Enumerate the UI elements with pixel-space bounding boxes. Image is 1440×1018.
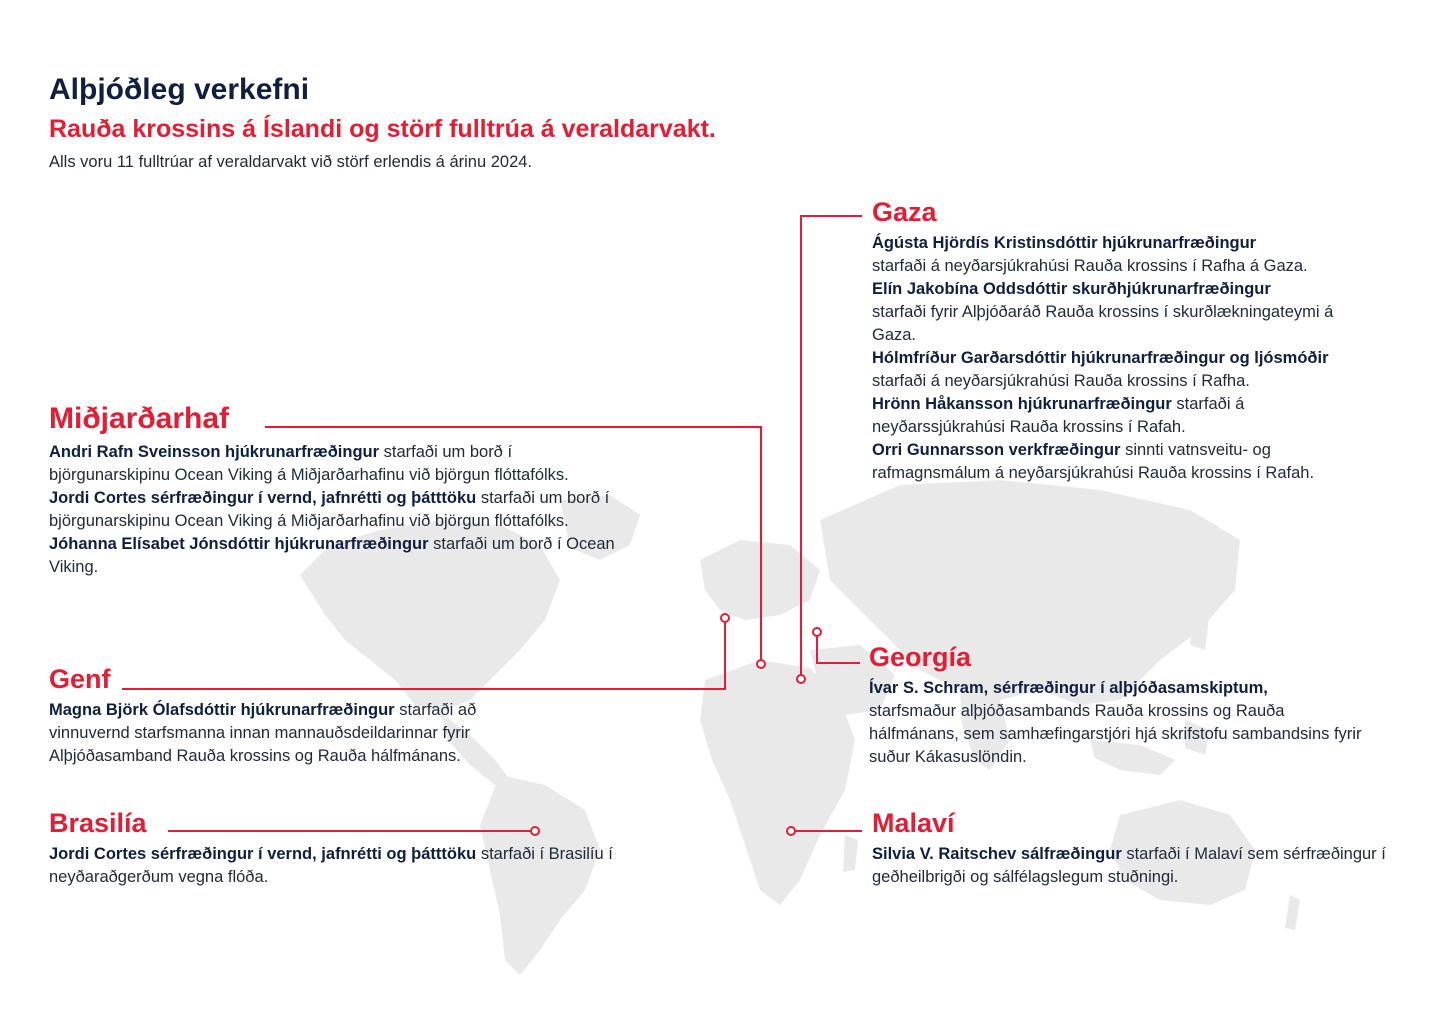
person-role: starfaði fyrir Alþjóðaráð Rauða krossins í skurðlækningateymi á Gaza. [872,303,1334,344]
person-name: Ívar S. Schram, sérfræðingur í alþjóðasamskiptum, [869,679,1268,697]
connector-gaza [801,216,862,679]
person-role: starfaði í Malaví sem sérfræðingur í geðheilbrigði og sálfélagslegum stuðningi. [872,845,1386,886]
list-item [49,533,634,579]
region-midjardarhaf [49,400,634,579]
person-role: starfsmaður alþjóðasambands Rauða krossins og Rauða hálfmánans, sem samhæfingarstjóri hjá skrifstofu sambandsins fyrir suður Kákasuslöndin. [869,702,1362,766]
person-name: Silvia V. Raitschev sálfræðingur [872,845,1122,863]
marker-gaza [797,675,805,683]
person-role: starfaði um borð í björgunarskipinu Ocean Viking á Miðjarðarhafinu við björgun flóttafólks. [49,489,610,530]
person-name: Hrönn Håkansson hjúkrunarfræðingur [872,395,1172,413]
page-title: Alþjóðleg verkefni [49,73,310,106]
region-georgia [869,640,1369,769]
region-title: Gaza [872,197,937,227]
list-item [872,439,1372,485]
list-item [49,843,634,889]
person-name: Orri Gunnarsson verkfræðingur [872,441,1121,459]
marker-malavi [787,827,795,835]
marker-genf [721,614,729,622]
region-title: Miðjarðarhaf [49,402,230,435]
region-genf [49,662,559,768]
page-intro: Alls voru 11 fulltrúar af veraldarvakt við störf erlendis á árinu 2024. [49,153,533,171]
person-name: Andri Rafn Sveinsson hjúkrunarfræðingur [49,443,380,461]
region-title: Genf [49,664,111,694]
marker-midjardarhaf [757,660,765,668]
list-item [49,441,634,487]
person-name: Hólmfríður Garðarsdóttir hjúkrunarfræðingur og ljósmóðir [872,349,1329,367]
person-role: starfaði í Brasilíu í neyðaraðgerðum vegna flóða. [49,845,613,886]
region-title: Malaví [872,808,955,838]
person-name: Jóhanna Elísabet Jónsdóttir hjúkrunarfræðingur [49,535,429,553]
list-item [872,393,1372,439]
region-gaza [872,195,1372,485]
region-title: Brasilía [49,808,147,838]
person-role: starfaði á neyðarsjúkrahúsi Rauða krossins í Rafha. [872,372,1250,390]
region-brasilia [49,806,634,889]
person-name: Elín Jakobína Oddsdóttir skurðhjúkrunarfræðingur [872,280,1271,298]
page-subtitle: Rauða krossins á Íslandi og störf fulltrúa á veraldarvakt. [49,115,716,143]
person-role: starfaði um borð í Ocean Viking. [49,535,615,576]
list-item [872,278,1372,347]
person-role: sinnti vatnsveitu- og rafmagnsmálum á neyðarsjúkrahúsi Rauða krossins í Rafah. [872,441,1315,482]
person-role: starfaði á neyðarssjúkrahúsi Rauða krossins í Rafah. [872,395,1245,436]
list-item [872,843,1392,889]
person-name: Ágústa Hjördís Kristinsdóttir hjúkrunarfræðingur [872,234,1257,252]
person-role: starfaði um borð í björgunarskipinu Ocean Viking á Miðjarðarhafinu við björgun flóttafólks. [49,443,569,484]
region-malavi [872,806,1392,889]
person-name: Magna Björk Ólafsdóttir hjúkrunarfræðingur [49,701,395,719]
list-item [49,699,559,768]
person-name: Jordi Cortes sérfræðingur í vernd, jafnrétti og þátttöku [49,489,477,507]
marker-georgia [813,628,821,636]
list-item [49,487,634,533]
person-role: starfaði á neyðarsjúkrahúsi Rauða krossins í Rafha á Gaza. [872,257,1308,275]
person-name: Jordi Cortes sérfræðingur í vernd, jafnrétti og þátttöku [49,845,477,863]
list-item [872,232,1372,278]
page-header [49,70,949,174]
list-item [872,347,1372,393]
list-item [869,677,1369,769]
person-role: starfaði að vinnuvernd starfsmanna innan mannauðsdeildarinnar fyrir Alþjóðasamband Rauða krossins og Rauða hálfmánans. [49,701,477,765]
region-title: Georgía [869,642,972,672]
